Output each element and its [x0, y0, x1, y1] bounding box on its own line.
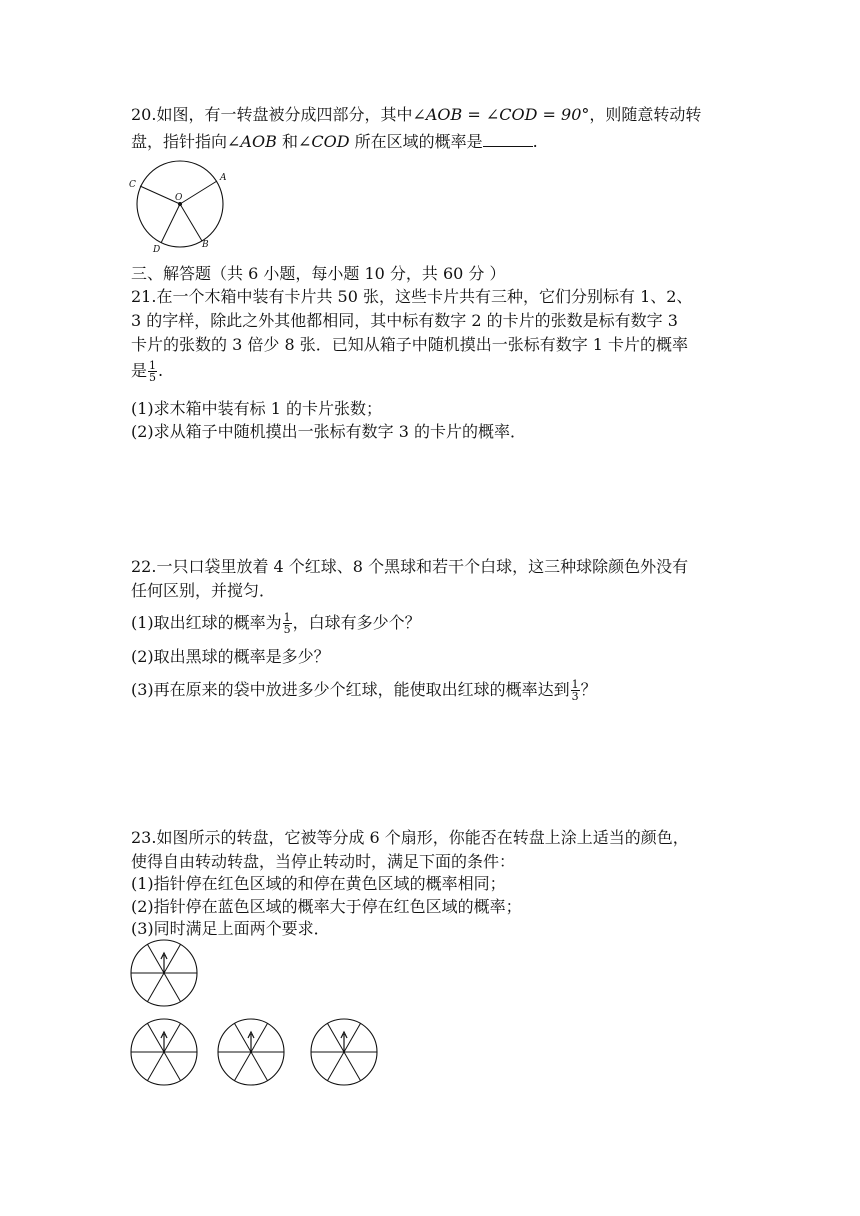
label-d: D	[153, 245, 161, 254]
q21-sub1: (1)求木箱中装有标 1 的卡片张数；	[131, 399, 383, 418]
q22-sub2: (2)取出黑球的概率是多少？	[131, 647, 330, 666]
fraction-one-third	[571, 679, 580, 702]
label-b: B	[202, 240, 209, 250]
q22-text: (1)取出红球的概率为	[131, 613, 282, 632]
answer-blank	[483, 130, 533, 147]
section-heading: 三、解答题（共 6 小题，每小题 10 分，共 60 分 ）	[131, 264, 506, 283]
q21-line3: 卡片的张数的 3 倍少 8 张．已知从箱子中随机摸出一张标有数字 1 卡片的概率	[131, 335, 689, 354]
q21-line4	[131, 360, 163, 383]
frac-numerator: 1	[149, 359, 157, 372]
q20-text: 盘，指针指向	[131, 132, 228, 151]
q22-sub3	[131, 679, 597, 702]
spinner-wheel-sample	[128, 939, 200, 1007]
q20-angle-cod: ∠COD	[297, 132, 350, 151]
q20-angle-aob: ∠AOB	[227, 132, 277, 151]
spinner-wheel-3	[308, 1018, 380, 1086]
q20-text: .	[532, 132, 538, 151]
q23-sub3: (3)同时满足上面两个要求．	[131, 919, 330, 938]
frac-denominator: 5	[149, 371, 157, 384]
q20-angle-equation: ∠AOB = ∠COD = 90°	[412, 105, 590, 124]
fraction-one-fifth	[148, 360, 157, 383]
q20-text: 所在区域的概率是	[349, 132, 483, 151]
q22-text: (3)再在原来的袋中放进多少个红球，能使取出红球的概率达到	[131, 680, 570, 699]
q21-line1: 21.在一个木箱中装有卡片共 50 张，这些卡片共有三种，它们分别标有 1、2、	[131, 287, 693, 306]
q21-line2: 3 的字样，除此之外其他都相同，其中标有数字 2 的卡片的张数是标有数字 3	[131, 311, 678, 330]
q20-line1	[131, 104, 701, 126]
q20-line2	[131, 130, 538, 153]
frac-numerator: 1	[283, 611, 291, 624]
q20-text: 20.如图，有一转盘被分成四部分，其中	[131, 105, 413, 124]
frac-denominator: 5	[283, 623, 291, 636]
q23-line2: 使得自由转动转盘，当停止转动时，满足下面的条件：	[131, 852, 516, 871]
fraction-one-fifth	[283, 612, 292, 635]
q21-text: .	[158, 361, 164, 380]
label-c: C	[129, 180, 136, 190]
q22-line2: 任何区别，并搅匀．	[131, 581, 276, 600]
q22-sub1	[131, 612, 421, 635]
spinner-wheel-2	[215, 1018, 287, 1086]
q22-line1: 22.一只口袋里放着 4 个红球、8 个黑球和若干个白球，这三种球除颜色外没有	[131, 557, 689, 576]
q23-sub2: (2)指针停在蓝色区域的概率大于停在红色区域的概率；	[131, 897, 522, 916]
q20-text: 和	[276, 132, 298, 151]
q23-sub1: (1)指针停在红色区域的和停在黄色区域的概率相同；	[131, 874, 506, 893]
q23-line1: 23.如图所示的转盘，它被等分成 6 个扇形，你能否在转盘上涂上适当的颜色，	[131, 828, 689, 847]
q22-text: ？	[580, 680, 597, 699]
q20-text: ，则随意转动转	[589, 105, 702, 124]
frac-denominator: 3	[571, 690, 579, 703]
label-o: O	[175, 193, 183, 203]
q21-sub2: (2)求从箱子中随机摸出一张标有数字 3 的卡片的概率．	[131, 422, 527, 441]
q22-text: ，白球有多少个？	[292, 613, 421, 632]
spinner-wheel-1	[128, 1018, 200, 1086]
q20-spinner-diagram	[125, 158, 235, 254]
frac-numerator: 1	[571, 678, 579, 691]
label-a: A	[220, 173, 227, 183]
q21-text: 是	[131, 361, 148, 380]
